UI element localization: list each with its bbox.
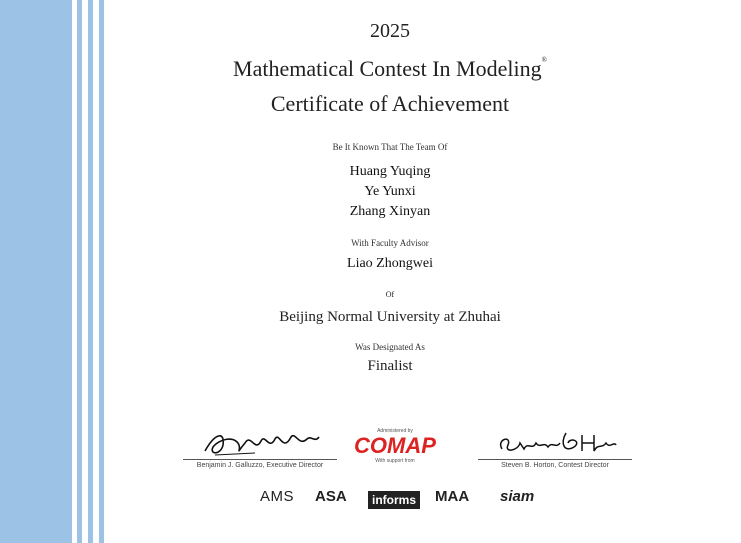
signature-line-right: [478, 459, 632, 460]
signature-left: [175, 425, 345, 469]
intro-text: Be It Known That The Team Of: [332, 142, 448, 152]
comap-block: [350, 428, 440, 464]
advisor-label: With Faculty Advisor: [351, 238, 429, 248]
signature-line-left: [183, 459, 337, 460]
certificate: [120, 0, 660, 543]
comap-administered-label: Administered by: [377, 428, 413, 434]
contest-title-text: Mathematical Contest In Modeling: [233, 56, 542, 81]
asa-logo: ASA: [315, 488, 347, 505]
signature-scribble-left: [195, 425, 325, 459]
faculty-advisor: Liao Zhongwei: [347, 256, 433, 271]
signature-scribble-right: [490, 425, 620, 459]
stripe-thin-1: [77, 0, 82, 543]
team-member-2: Ye Yunxi: [364, 184, 416, 199]
informs-logo: informs: [368, 491, 420, 509]
school-name: Beijing Normal University at Zhuhai: [279, 309, 501, 325]
signatory-left: Benjamin J. Galluzzo, Executive Director: [196, 462, 324, 469]
certificate-title: Certificate of Achievement: [270, 91, 510, 116]
contest-name: [120, 56, 660, 82]
comap-logo: COMAP: [354, 433, 436, 458]
comap-support-label: With support from: [375, 458, 415, 464]
stripe-thin-3: [99, 0, 104, 543]
award-level: Finalist: [367, 358, 413, 374]
registered-mark: ®: [541, 56, 547, 64]
siam-logo: siam: [500, 488, 535, 505]
sponsor-logos: [260, 488, 560, 514]
signature-right: [470, 425, 640, 469]
of-label: Of: [385, 290, 395, 299]
team-member-1: Huang Yuqing: [349, 164, 431, 179]
maa-logo: MAA: [435, 488, 470, 505]
ams-logo: AMS: [260, 488, 295, 505]
stripe-thin-2: [88, 0, 93, 543]
signatory-right: Steven B. Horton, Contest Director: [501, 462, 609, 469]
designated-label: Was Designated As: [355, 342, 425, 352]
team-member-3: Zhang Xinyan: [349, 204, 431, 219]
decorative-side-stripes: [0, 0, 110, 543]
stripe-wide: [0, 0, 72, 543]
certificate-year: 2025: [370, 20, 410, 42]
